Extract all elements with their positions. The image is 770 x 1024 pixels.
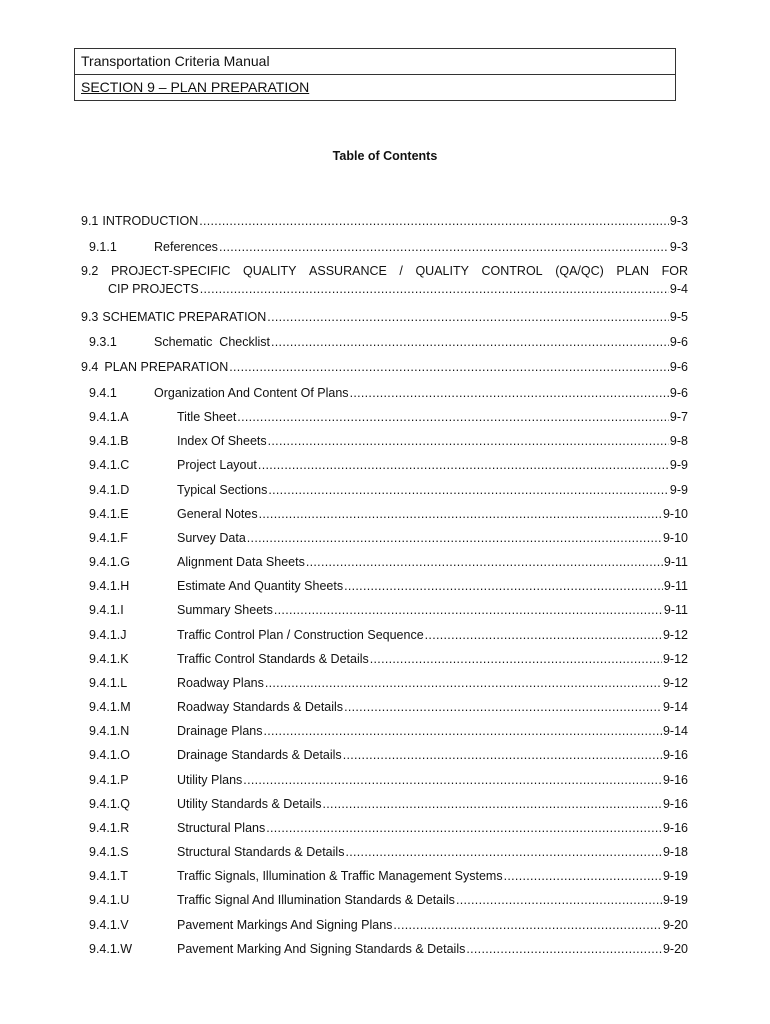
toc-number: 9.3.1 xyxy=(89,335,117,349)
toc-leader xyxy=(200,280,669,298)
toc-text: Traffic Control Standards & Details xyxy=(177,652,369,666)
toc-number: 9.4.1.V xyxy=(89,918,129,932)
toc-page: 9-11 xyxy=(663,555,688,569)
toc-page: 9-14 xyxy=(662,724,688,738)
toc-page: 9-14 xyxy=(662,700,688,714)
toc-page: 9-19 xyxy=(662,869,688,883)
toc-page: 9-20 xyxy=(662,942,688,956)
toc-entry[interactable] xyxy=(81,481,688,499)
toc-leader xyxy=(263,722,662,740)
toc-text: Schematic Checklist xyxy=(154,335,271,349)
toc-entry[interactable] xyxy=(81,843,688,861)
toc-text: SCHEMATIC PREPARATION xyxy=(102,310,267,324)
toc-entry[interactable] xyxy=(81,746,688,764)
toc-word: ASSURANCE xyxy=(309,264,387,278)
toc-number: 9.1.1 xyxy=(89,240,117,254)
toc-text: Title Sheet xyxy=(177,410,237,424)
toc-text: PLAN PREPARATION xyxy=(104,360,229,374)
toc-page: 9-12 xyxy=(662,676,688,690)
toc-leader xyxy=(199,212,669,230)
toc-entry[interactable] xyxy=(81,505,688,523)
toc-number: 9.4.1.K xyxy=(89,652,129,666)
toc-leader xyxy=(393,916,662,934)
toc-entry[interactable] xyxy=(81,819,688,837)
toc-leader xyxy=(266,819,662,837)
toc-entry[interactable] xyxy=(81,626,688,644)
toc-number: 9.4.1.I xyxy=(89,603,124,617)
toc-number: 9.4.1.T xyxy=(89,869,128,883)
toc-leader xyxy=(323,795,662,813)
toc-text: Typical Sections xyxy=(177,483,268,497)
toc-leader xyxy=(268,432,669,450)
toc-page: 9-9 xyxy=(669,483,688,497)
toc-leader xyxy=(370,650,662,668)
toc-text: References xyxy=(154,240,218,254)
toc-number: 9.4.1.M xyxy=(89,700,131,714)
toc-page: 9-11 xyxy=(663,603,688,617)
toc-number: 9.4.1.O xyxy=(89,748,130,762)
toc-page: 9-6 xyxy=(669,360,688,374)
toc-text: Drainage Plans xyxy=(177,724,263,738)
toc-page: 9-16 xyxy=(662,821,688,835)
toc-text: Estimate And Quantity Sheets xyxy=(177,579,344,593)
section-title-row xyxy=(75,74,675,100)
toc-text: Drainage Standards & Details xyxy=(177,748,342,762)
toc-number: 9.4.1.L xyxy=(89,676,128,690)
toc-page: 9-12 xyxy=(662,628,688,642)
toc-text: Index Of Sheets xyxy=(177,434,267,448)
toc-number: 9.4.1.P xyxy=(89,773,129,787)
toc-entry[interactable] xyxy=(81,333,688,351)
toc-page: 9-3 xyxy=(669,240,688,254)
toc-text: Structural Standards & Details xyxy=(177,845,345,859)
toc-number: 9.4.1.R xyxy=(89,821,130,835)
toc-page: 9-10 xyxy=(662,531,688,545)
toc-entry[interactable] xyxy=(81,722,688,740)
toc-number: 9.4.1.A xyxy=(89,410,129,424)
toc-leader xyxy=(265,674,662,692)
toc-text: Organization And Content Of Plans xyxy=(154,386,349,400)
toc-entry[interactable] xyxy=(81,358,688,376)
toc-text: Traffic Signals, Illumination & Traffic Management Systems xyxy=(177,869,503,883)
toc-entry[interactable] xyxy=(81,601,688,619)
toc-text: INTRODUCTION xyxy=(102,214,199,228)
toc-entry[interactable] xyxy=(81,698,688,716)
toc-number: 9.4.1.Q xyxy=(89,797,130,811)
toc-number: 9.4.1.G xyxy=(89,555,130,569)
toc-text: CIP PROJECTS xyxy=(108,282,199,296)
toc-leader xyxy=(267,308,669,326)
toc-number: 9.4.1 xyxy=(89,386,117,400)
toc-entry[interactable] xyxy=(81,867,688,885)
toc-number: 9.4.1.D xyxy=(89,483,130,497)
toc-number: 9.4.1.S xyxy=(89,845,129,859)
toc-page: 9-18 xyxy=(662,845,688,859)
toc-entry[interactable] xyxy=(81,553,688,571)
toc-word: QUALITY xyxy=(242,264,297,278)
toc-leader xyxy=(271,333,669,351)
toc-page: 9-16 xyxy=(662,748,688,762)
toc-number: 9.3 xyxy=(81,310,99,324)
toc-entry[interactable] xyxy=(81,771,688,789)
toc-leader xyxy=(344,698,662,716)
toc-number: 9.4.1.C xyxy=(89,458,130,472)
toc-text: Project Layout xyxy=(177,458,257,472)
toc-leader xyxy=(268,481,669,499)
toc-word: FOR xyxy=(661,264,688,278)
toc-leader xyxy=(504,867,662,885)
toc-text: General Notes xyxy=(177,507,258,521)
toc-leader xyxy=(350,384,669,402)
toc-page: 9-6 xyxy=(669,335,688,349)
toc-text: Traffic Control Plan / Construction Sequence xyxy=(177,628,424,642)
toc-leader xyxy=(466,940,662,958)
toc-page: 9-11 xyxy=(663,579,688,593)
toc-entry[interactable] xyxy=(81,650,688,668)
toc-text: Summary Sheets xyxy=(177,603,273,617)
toc-leader xyxy=(306,553,663,571)
toc-text: Utility Standards & Details xyxy=(177,797,322,811)
toc-text: Structural Plans xyxy=(177,821,266,835)
document-header xyxy=(74,48,676,101)
toc-leader xyxy=(259,505,662,523)
toc-text: Roadway Plans xyxy=(177,676,264,690)
toc-text-line1 xyxy=(81,262,688,280)
toc-number: 9.4.1.J xyxy=(89,628,127,642)
toc-number: 9.4.1.N xyxy=(89,724,130,738)
toc-text: Pavement Markings And Signing Plans xyxy=(177,918,393,932)
manual-title: Transportation Criteria Manual xyxy=(81,53,270,69)
toc-leader xyxy=(237,408,669,426)
toc-entry[interactable] xyxy=(81,916,688,934)
toc-page: 9-7 xyxy=(669,410,688,424)
toc-number: 9.4.1.H xyxy=(89,579,130,593)
toc-page: 9-16 xyxy=(662,773,688,787)
toc-word: (QA/QC) xyxy=(555,264,604,278)
toc-word: PROJECT-SPECIFIC xyxy=(110,264,231,278)
toc-entry[interactable] xyxy=(81,577,688,595)
toc-text-line2 xyxy=(81,280,688,298)
toc-leader xyxy=(456,891,662,909)
toc-text: Roadway Standards & Details xyxy=(177,700,344,714)
toc-title: Table of Contents xyxy=(332,149,438,163)
toc-page: 9-16 xyxy=(662,797,688,811)
toc-text: Pavement Marking And Signing Standards & Details xyxy=(177,942,466,956)
toc-entry[interactable] xyxy=(81,384,688,402)
toc-number: 9.4.1.B xyxy=(89,434,129,448)
toc-page: 9-20 xyxy=(662,918,688,932)
toc-page: 9-10 xyxy=(662,507,688,521)
toc-leader xyxy=(247,529,662,547)
toc-number: 9.4.1.W xyxy=(89,942,133,956)
toc-page: 9-9 xyxy=(669,458,688,472)
toc-page: 9-19 xyxy=(662,893,688,907)
toc-text: Traffic Signal And Illumination Standards & Details xyxy=(177,893,455,907)
toc-number: 9.4 xyxy=(81,360,99,374)
toc-page: 9-8 xyxy=(669,434,688,448)
toc-leader xyxy=(258,456,669,474)
toc-page: 9-5 xyxy=(669,310,688,324)
toc-number: 9.4.1.F xyxy=(89,531,128,545)
toc-page: 9-4 xyxy=(669,282,688,296)
toc-leader xyxy=(274,601,663,619)
toc-leader xyxy=(243,771,662,789)
section-title: SECTION 9 – PLAN PREPARATION xyxy=(81,79,310,95)
toc-page: 9-6 xyxy=(669,386,688,400)
toc-entry[interactable] xyxy=(81,238,688,256)
toc-entry[interactable] xyxy=(81,262,688,298)
toc-entry[interactable] xyxy=(81,308,688,326)
toc-number: 9.4.1.U xyxy=(89,893,130,907)
toc-text: Alignment Data Sheets xyxy=(177,555,305,569)
toc-number: 9.2 xyxy=(81,264,99,278)
toc-word: QUALITY xyxy=(415,264,469,278)
toc-word: PLAN xyxy=(616,264,650,278)
toc-leader xyxy=(229,358,669,376)
toc-number: 9.4.1.E xyxy=(89,507,129,521)
toc-leader xyxy=(425,626,662,644)
toc-leader xyxy=(345,843,662,861)
toc-leader xyxy=(343,746,662,764)
toc-entry[interactable] xyxy=(81,456,688,474)
toc-entry[interactable] xyxy=(81,408,688,426)
toc-entry[interactable] xyxy=(81,891,688,909)
toc-entry[interactable] xyxy=(81,940,688,958)
toc-entry[interactable] xyxy=(81,529,688,547)
toc-page: 9-12 xyxy=(662,652,688,666)
toc-entry[interactable] xyxy=(81,674,688,692)
toc-number: 9.1 xyxy=(81,214,99,228)
toc-word: CONTROL xyxy=(481,264,543,278)
toc-leader xyxy=(219,238,669,256)
toc-leader xyxy=(344,577,663,595)
toc-entry[interactable] xyxy=(81,432,688,450)
toc-entry[interactable] xyxy=(81,212,688,230)
toc-word: / xyxy=(399,264,403,278)
toc-page: 9-3 xyxy=(669,214,688,228)
toc-text: Utility Plans xyxy=(177,773,243,787)
toc-text: Survey Data xyxy=(177,531,246,545)
toc-entry[interactable] xyxy=(81,795,688,813)
